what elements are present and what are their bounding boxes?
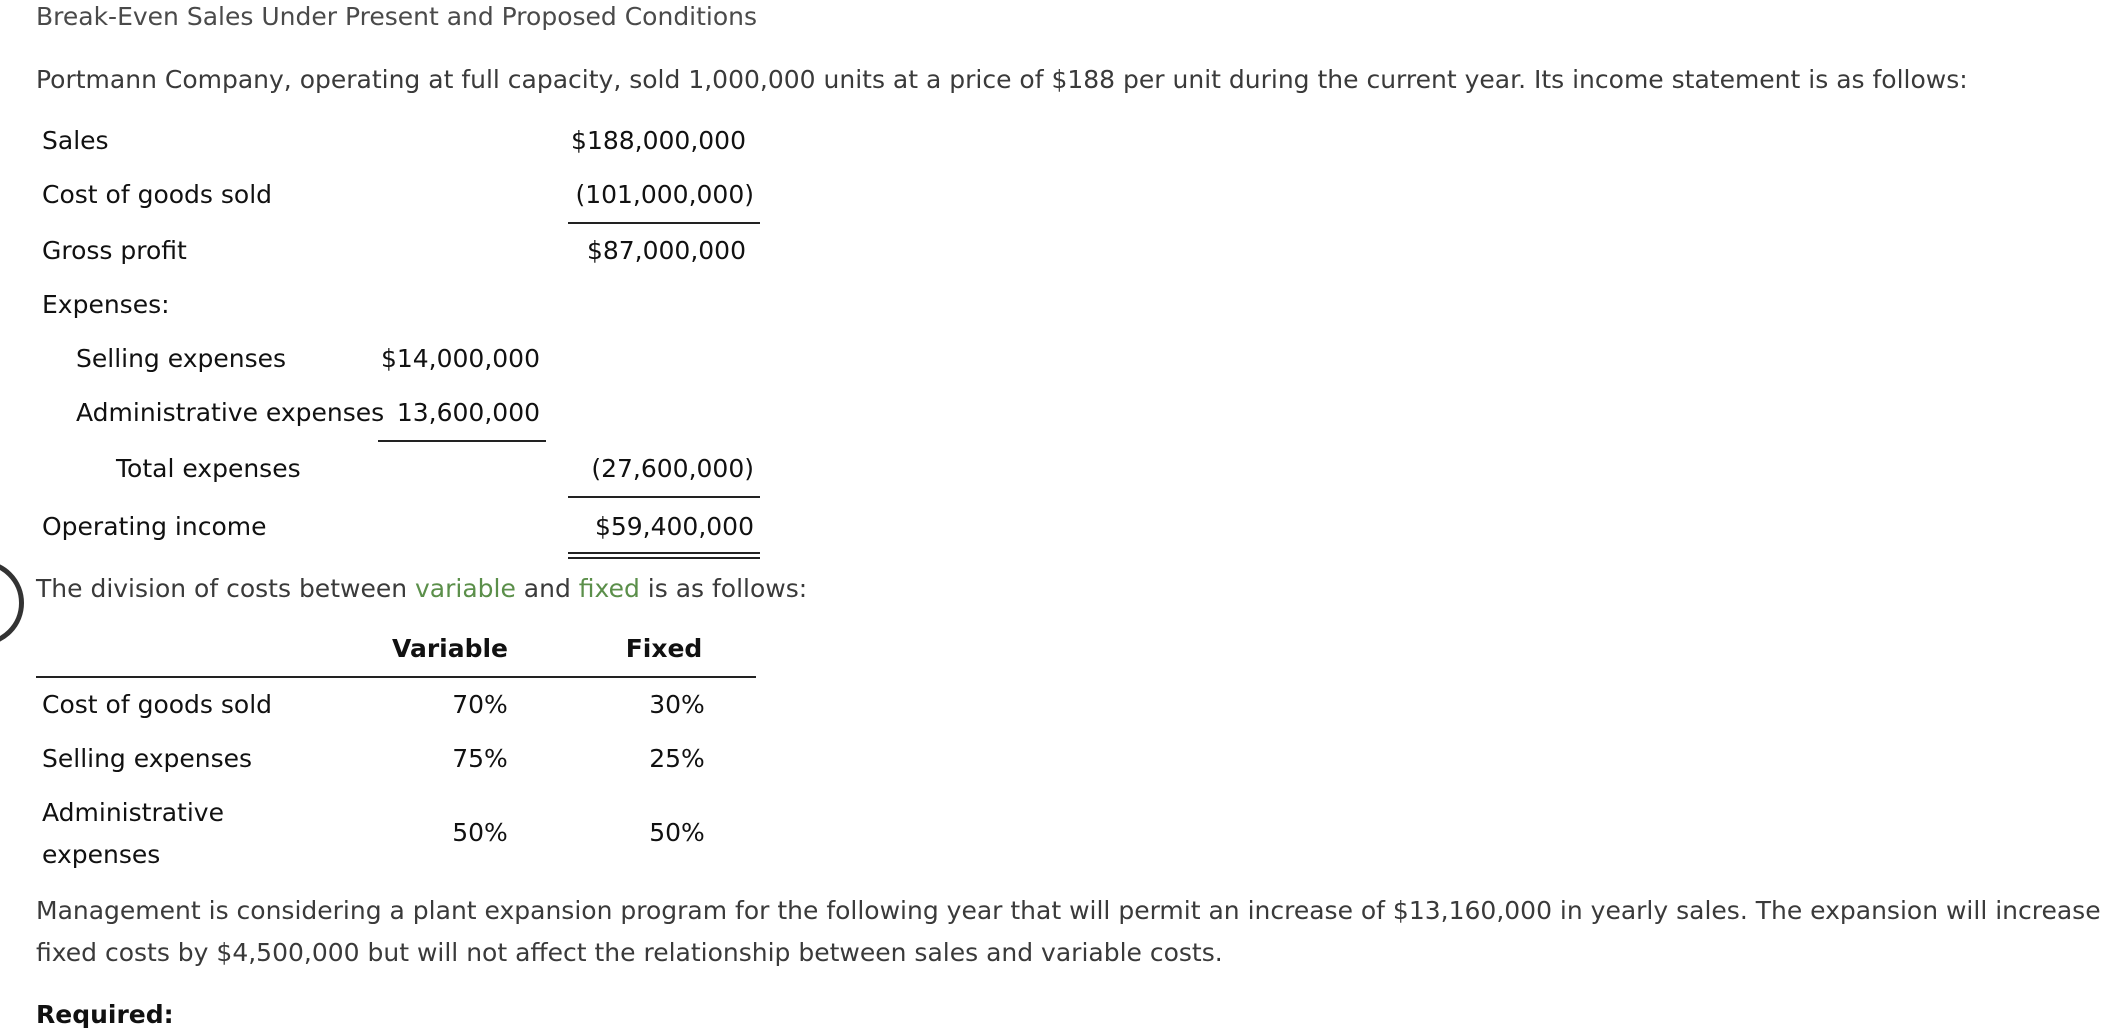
table-cell-cogs-variable: 70% (452, 690, 508, 719)
table-row-label-admin-line2: expenses (42, 840, 161, 869)
total-underline (568, 496, 760, 498)
problem-heading: Break-Even Sales Under Present and Proposed Conditions (36, 2, 758, 31)
problem-intro: Portmann Company, operating at full capacity, sold 1,000,000 units at a price of $188 per unit during the current year. Its income statement is as follows: (36, 65, 1968, 94)
table-row-label-cogs: Cost of goods sold (42, 690, 273, 719)
required-heading: Required: (36, 1000, 174, 1029)
cogs-label: Cost of goods sold (42, 180, 273, 209)
sales-label: Sales (42, 126, 109, 155)
admin-underline (378, 440, 546, 442)
fixed-link[interactable]: fixed (578, 574, 640, 603)
expenses-label: Expenses: (42, 290, 170, 319)
management-paragraph: Management is considering a plant expansion program for the following year that will permit an increase of $13,160,000 in yearly sales. The expansion will increase fixed costs by $4,500,000 but will not affect the relationship between sales and variable costs. (36, 896, 2101, 967)
circle-marker (0, 560, 24, 646)
table-cell-cogs-fixed: 30% (649, 690, 705, 719)
variable-header: Variable (391, 634, 509, 663)
table-row-label-selling: Selling expenses (42, 744, 253, 773)
division-suffix: is as follows: (639, 574, 808, 603)
fixed-header: Fixed (625, 634, 703, 663)
sales-value: $188,000,000 (571, 126, 746, 155)
table-cell-selling-variable: 75% (452, 744, 508, 773)
operating-income-label: Operating income (42, 512, 267, 541)
division-middle: and (515, 574, 579, 603)
admin-expenses-value: 13,600,000 (396, 398, 540, 427)
total-expenses-label: Total expenses (116, 454, 301, 483)
table-cell-selling-fixed: 25% (649, 744, 705, 773)
table-cell-admin-fixed: 50% (649, 818, 705, 847)
variable-link[interactable]: variable (415, 574, 516, 603)
total-expenses-value: (27,600,000) (591, 454, 754, 483)
table-header-rule (36, 676, 756, 678)
cogs-value: (101,000,000) (575, 180, 754, 209)
operating-income-double-underline (568, 552, 760, 559)
selling-expenses-label: Selling expenses (76, 344, 287, 373)
gross-profit-label: Gross profit (42, 236, 187, 265)
division-prefix: The division of costs between (36, 574, 415, 603)
selling-expenses-value: $14,000,000 (380, 344, 540, 373)
admin-expenses-label: Administrative expenses (76, 398, 385, 427)
table-cell-admin-variable: 50% (452, 818, 508, 847)
operating-income-value: $59,400,000 (594, 512, 754, 541)
gross-profit-value: $87,000,000 (586, 236, 746, 265)
table-row-label-admin-line1: Administrative (42, 798, 224, 827)
cogs-underline (568, 222, 760, 224)
division-sentence (36, 574, 807, 603)
